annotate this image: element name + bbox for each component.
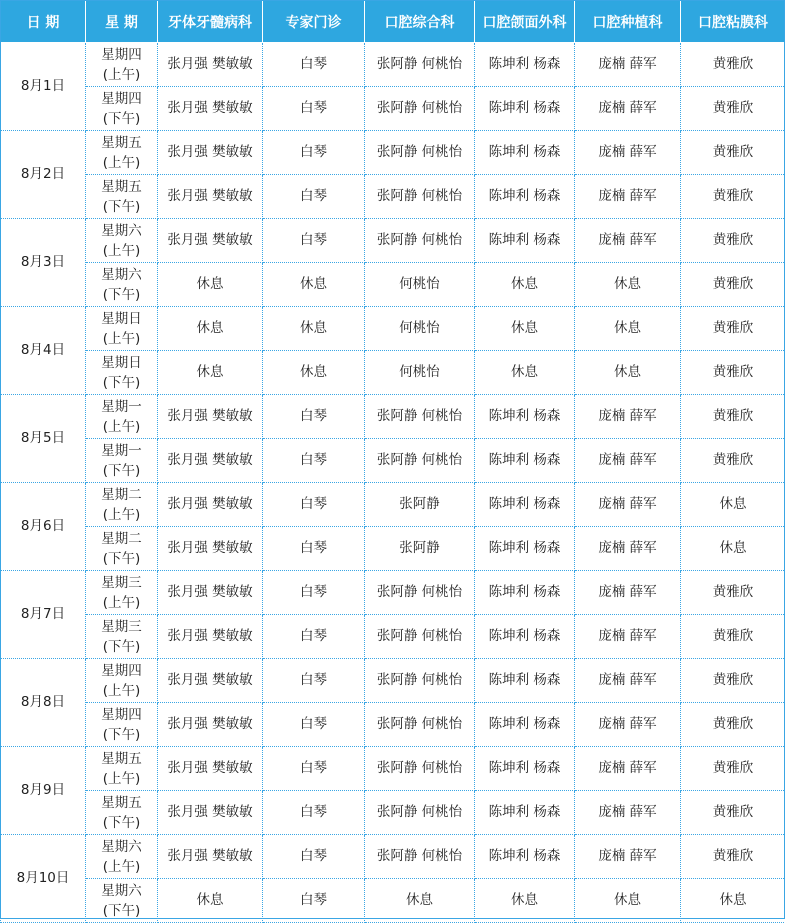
table-row xyxy=(1,395,785,439)
maxillofacial-surgery-cell: 陈坤利 杨森 xyxy=(475,659,575,703)
weekday-label: 星期二 xyxy=(86,529,157,549)
maxillofacial-surgery-cell: 休息 xyxy=(475,263,575,307)
endodontics-cell: 休息 xyxy=(158,263,263,307)
general-dentistry-cell: 张阿静 何桃怡 xyxy=(365,395,475,439)
oral-mucosa-cell: 黄雅欣 xyxy=(681,703,785,747)
table-row xyxy=(1,43,785,87)
general-dentistry-cell: 张阿静 何桃怡 xyxy=(365,747,475,791)
period-label: (下午) xyxy=(86,725,157,745)
header-date: 日 期 xyxy=(1,1,86,43)
weekday-cell xyxy=(86,527,158,571)
weekday-cell xyxy=(86,703,158,747)
maxillofacial-surgery-cell: 陈坤利 杨森 xyxy=(475,395,575,439)
maxillofacial-surgery-cell: 陈坤利 杨森 xyxy=(475,835,575,879)
table-row xyxy=(1,307,785,351)
implantology-cell: 休息 xyxy=(575,263,681,307)
period-label: (上午) xyxy=(86,241,157,261)
expert-clinic-cell: 休息 xyxy=(263,307,365,351)
maxillofacial-surgery-cell: 陈坤利 杨森 xyxy=(475,791,575,835)
weekday-cell xyxy=(86,43,158,87)
implantology-cell: 庞楠 薛军 xyxy=(575,571,681,615)
period-label: (上午) xyxy=(86,153,157,173)
header-implantology: 口腔种植科 xyxy=(575,1,681,43)
oral-mucosa-cell: 黄雅欣 xyxy=(681,615,785,659)
implantology-cell: 休息 xyxy=(575,351,681,395)
weekday-label: 星期五 xyxy=(86,793,157,813)
implantology-cell: 庞楠 薛军 xyxy=(575,175,681,219)
oral-mucosa-cell: 休息 xyxy=(681,527,785,571)
weekday-cell xyxy=(86,879,158,923)
endodontics-cell: 张月强 樊敏敏 xyxy=(158,747,263,791)
weekday-label: 星期六 xyxy=(86,837,157,857)
header-general-dentistry: 口腔综合科 xyxy=(365,1,475,43)
schedule-body xyxy=(1,43,785,923)
general-dentistry-cell: 张阿静 何桃怡 xyxy=(365,615,475,659)
date-cell: 8月9日 xyxy=(1,747,86,835)
header-endodontics: 牙体牙髓病科 xyxy=(158,1,263,43)
table-row xyxy=(1,791,785,835)
weekday-cell xyxy=(86,351,158,395)
weekday-cell xyxy=(86,835,158,879)
endodontics-cell: 张月强 樊敏敏 xyxy=(158,835,263,879)
expert-clinic-cell: 白琴 xyxy=(263,571,365,615)
weekday-label: 星期五 xyxy=(86,177,157,197)
period-label: (上午) xyxy=(86,769,157,789)
general-dentistry-cell: 张阿静 何桃怡 xyxy=(365,571,475,615)
expert-clinic-cell: 休息 xyxy=(263,351,365,395)
oral-mucosa-cell: 黄雅欣 xyxy=(681,263,785,307)
weekday-label: 星期四 xyxy=(86,661,157,681)
weekday-cell xyxy=(86,439,158,483)
weekday-cell xyxy=(86,175,158,219)
period-label: (下午) xyxy=(86,197,157,217)
table-row xyxy=(1,615,785,659)
endodontics-cell: 张月强 樊敏敏 xyxy=(158,571,263,615)
implantology-cell: 庞楠 薛军 xyxy=(575,43,681,87)
weekday-label: 星期三 xyxy=(86,617,157,637)
endodontics-cell: 张月强 樊敏敏 xyxy=(158,791,263,835)
general-dentistry-cell: 张阿静 何桃怡 xyxy=(365,439,475,483)
header-row xyxy=(1,1,785,43)
table-row xyxy=(1,527,785,571)
oral-mucosa-cell: 黄雅欣 xyxy=(681,87,785,131)
endodontics-cell: 张月强 樊敏敏 xyxy=(158,395,263,439)
endodontics-cell: 张月强 樊敏敏 xyxy=(158,175,263,219)
general-dentistry-cell: 张阿静 何桃怡 xyxy=(365,219,475,263)
date-cell: 8月1日 xyxy=(1,43,86,131)
weekday-cell xyxy=(86,571,158,615)
period-label: (下午) xyxy=(86,549,157,569)
expert-clinic-cell: 白琴 xyxy=(263,659,365,703)
oral-mucosa-cell: 黄雅欣 xyxy=(681,659,785,703)
expert-clinic-cell: 白琴 xyxy=(263,527,365,571)
period-label: (下午) xyxy=(86,901,157,921)
maxillofacial-surgery-cell: 陈坤利 杨森 xyxy=(475,703,575,747)
weekday-cell xyxy=(86,659,158,703)
expert-clinic-cell: 休息 xyxy=(263,263,365,307)
implantology-cell: 庞楠 薛军 xyxy=(575,483,681,527)
general-dentistry-cell: 张阿静 何桃怡 xyxy=(365,131,475,175)
implantology-cell: 庞楠 薛军 xyxy=(575,87,681,131)
general-dentistry-cell: 张阿静 何桃怡 xyxy=(365,791,475,835)
weekday-cell xyxy=(86,615,158,659)
period-label: (上午) xyxy=(86,417,157,437)
period-label: (下午) xyxy=(86,813,157,833)
table-row xyxy=(1,747,785,791)
weekday-cell xyxy=(86,483,158,527)
date-cell: 8月4日 xyxy=(1,307,86,395)
oral-mucosa-cell: 黄雅欣 xyxy=(681,791,785,835)
period-label: (上午) xyxy=(86,505,157,525)
maxillofacial-surgery-cell: 休息 xyxy=(475,351,575,395)
expert-clinic-cell: 白琴 xyxy=(263,131,365,175)
weekday-cell xyxy=(86,131,158,175)
endodontics-cell: 张月强 樊敏敏 xyxy=(158,131,263,175)
weekday-label: 星期六 xyxy=(86,881,157,901)
weekday-label: 星期六 xyxy=(86,265,157,285)
maxillofacial-surgery-cell: 休息 xyxy=(475,307,575,351)
maxillofacial-surgery-cell: 休息 xyxy=(475,879,575,923)
table-row xyxy=(1,263,785,307)
table-row xyxy=(1,659,785,703)
maxillofacial-surgery-cell: 陈坤利 杨森 xyxy=(475,175,575,219)
implantology-cell: 庞楠 薛军 xyxy=(575,439,681,483)
weekday-label: 星期四 xyxy=(86,45,157,65)
expert-clinic-cell: 白琴 xyxy=(263,835,365,879)
weekday-label: 星期四 xyxy=(86,705,157,725)
general-dentistry-cell: 张阿静 何桃怡 xyxy=(365,835,475,879)
oral-mucosa-cell: 休息 xyxy=(681,879,785,923)
endodontics-cell: 张月强 樊敏敏 xyxy=(158,703,263,747)
endodontics-cell: 休息 xyxy=(158,307,263,351)
weekday-label: 星期六 xyxy=(86,221,157,241)
table-row xyxy=(1,483,785,527)
oral-mucosa-cell: 黄雅欣 xyxy=(681,747,785,791)
general-dentistry-cell: 何桃怡 xyxy=(365,351,475,395)
expert-clinic-cell: 白琴 xyxy=(263,879,365,923)
maxillofacial-surgery-cell: 陈坤利 杨森 xyxy=(475,43,575,87)
expert-clinic-cell: 白琴 xyxy=(263,791,365,835)
weekday-label: 星期五 xyxy=(86,749,157,769)
endodontics-cell: 张月强 樊敏敏 xyxy=(158,527,263,571)
weekday-label: 星期一 xyxy=(86,441,157,461)
period-label: (上午) xyxy=(86,593,157,613)
period-label: (下午) xyxy=(86,373,157,393)
general-dentistry-cell: 休息 xyxy=(365,879,475,923)
maxillofacial-surgery-cell: 陈坤利 杨森 xyxy=(475,87,575,131)
date-cell: 8月6日 xyxy=(1,483,86,571)
expert-clinic-cell: 白琴 xyxy=(263,703,365,747)
date-cell: 8月3日 xyxy=(1,219,86,307)
weekday-label: 星期五 xyxy=(86,133,157,153)
table-row xyxy=(1,703,785,747)
implantology-cell: 庞楠 薛军 xyxy=(575,659,681,703)
table-row xyxy=(1,131,785,175)
table-row xyxy=(1,87,785,131)
weekday-cell xyxy=(86,263,158,307)
oral-mucosa-cell: 黄雅欣 xyxy=(681,43,785,87)
expert-clinic-cell: 白琴 xyxy=(263,219,365,263)
maxillofacial-surgery-cell: 陈坤利 杨森 xyxy=(475,527,575,571)
weekday-cell xyxy=(86,791,158,835)
period-label: (上午) xyxy=(86,681,157,701)
implantology-cell: 庞楠 薛军 xyxy=(575,615,681,659)
endodontics-cell: 休息 xyxy=(158,879,263,923)
expert-clinic-cell: 白琴 xyxy=(263,483,365,527)
date-cell: 8月7日 xyxy=(1,571,86,659)
period-label: (下午) xyxy=(86,109,157,129)
general-dentistry-cell: 何桃怡 xyxy=(365,263,475,307)
implantology-cell: 庞楠 薛军 xyxy=(575,131,681,175)
oral-mucosa-cell: 黄雅欣 xyxy=(681,351,785,395)
oral-mucosa-cell: 黄雅欣 xyxy=(681,835,785,879)
date-cell: 8月10日 xyxy=(1,835,86,923)
period-label: (上午) xyxy=(86,65,157,85)
oral-mucosa-cell: 黄雅欣 xyxy=(681,395,785,439)
implantology-cell: 庞楠 薛军 xyxy=(575,703,681,747)
table-row xyxy=(1,571,785,615)
expert-clinic-cell: 白琴 xyxy=(263,615,365,659)
period-label: (上午) xyxy=(86,857,157,877)
maxillofacial-surgery-cell: 陈坤利 杨森 xyxy=(475,747,575,791)
oral-mucosa-cell: 黄雅欣 xyxy=(681,131,785,175)
weekday-label: 星期三 xyxy=(86,573,157,593)
endodontics-cell: 张月强 樊敏敏 xyxy=(158,659,263,703)
endodontics-cell: 休息 xyxy=(158,351,263,395)
weekday-cell xyxy=(86,307,158,351)
endodontics-cell: 张月强 樊敏敏 xyxy=(158,87,263,131)
date-cell: 8月2日 xyxy=(1,131,86,219)
implantology-cell: 庞楠 薛军 xyxy=(575,835,681,879)
header-oral-mucosa: 口腔粘膜科 xyxy=(681,1,785,43)
header-expert-clinic: 专家门诊 xyxy=(263,1,365,43)
table-row xyxy=(1,835,785,879)
maxillofacial-surgery-cell: 陈坤利 杨森 xyxy=(475,439,575,483)
weekday-cell xyxy=(86,219,158,263)
oral-mucosa-cell: 黄雅欣 xyxy=(681,175,785,219)
header-weekday: 星 期 xyxy=(86,1,158,43)
period-label: (下午) xyxy=(86,285,157,305)
implantology-cell: 休息 xyxy=(575,879,681,923)
implantology-cell: 庞楠 薛军 xyxy=(575,527,681,571)
weekday-label: 星期一 xyxy=(86,397,157,417)
maxillofacial-surgery-cell: 陈坤利 杨森 xyxy=(475,219,575,263)
implantology-cell: 庞楠 薛军 xyxy=(575,747,681,791)
expert-clinic-cell: 白琴 xyxy=(263,395,365,439)
weekday-cell xyxy=(86,747,158,791)
weekday-label: 星期四 xyxy=(86,89,157,109)
maxillofacial-surgery-cell: 陈坤利 杨森 xyxy=(475,615,575,659)
weekday-cell xyxy=(86,87,158,131)
general-dentistry-cell: 张阿静 何桃怡 xyxy=(365,87,475,131)
period-label: (下午) xyxy=(86,461,157,481)
table-row xyxy=(1,351,785,395)
oral-mucosa-cell: 黄雅欣 xyxy=(681,571,785,615)
oral-mucosa-cell: 黄雅欣 xyxy=(681,439,785,483)
expert-clinic-cell: 白琴 xyxy=(263,439,365,483)
header-oral-maxillofacial-surgery: 口腔颌面外科 xyxy=(475,1,575,43)
general-dentistry-cell: 张阿静 何桃怡 xyxy=(365,703,475,747)
table-row xyxy=(1,175,785,219)
period-label: (上午) xyxy=(86,329,157,349)
implantology-cell: 休息 xyxy=(575,307,681,351)
period-label: (下午) xyxy=(86,637,157,657)
weekday-label: 星期二 xyxy=(86,485,157,505)
table-row xyxy=(1,219,785,263)
general-dentistry-cell: 张阿静 何桃怡 xyxy=(365,659,475,703)
oral-mucosa-cell: 休息 xyxy=(681,483,785,527)
expert-clinic-cell: 白琴 xyxy=(263,747,365,791)
implantology-cell: 庞楠 薛军 xyxy=(575,791,681,835)
general-dentistry-cell: 何桃怡 xyxy=(365,307,475,351)
weekday-cell xyxy=(86,395,158,439)
expert-clinic-cell: 白琴 xyxy=(263,175,365,219)
oral-mucosa-cell: 黄雅欣 xyxy=(681,307,785,351)
general-dentistry-cell: 张阿静 xyxy=(365,527,475,571)
expert-clinic-cell: 白琴 xyxy=(263,43,365,87)
endodontics-cell: 张月强 樊敏敏 xyxy=(158,219,263,263)
weekday-label: 星期日 xyxy=(86,353,157,373)
general-dentistry-cell: 张阿静 何桃怡 xyxy=(365,43,475,87)
endodontics-cell: 张月强 樊敏敏 xyxy=(158,483,263,527)
weekday-label: 星期日 xyxy=(86,309,157,329)
general-dentistry-cell: 张阿静 何桃怡 xyxy=(365,175,475,219)
table-row xyxy=(1,879,785,923)
expert-clinic-cell: 白琴 xyxy=(263,87,365,131)
maxillofacial-surgery-cell: 陈坤利 杨森 xyxy=(475,571,575,615)
maxillofacial-surgery-cell: 陈坤利 杨森 xyxy=(475,483,575,527)
endodontics-cell: 张月强 樊敏敏 xyxy=(158,615,263,659)
implantology-cell: 庞楠 薛军 xyxy=(575,395,681,439)
table-row xyxy=(1,439,785,483)
implantology-cell: 庞楠 薛军 xyxy=(575,219,681,263)
endodontics-cell: 张月强 樊敏敏 xyxy=(158,439,263,483)
endodontics-cell: 张月强 樊敏敏 xyxy=(158,43,263,87)
date-cell: 8月5日 xyxy=(1,395,86,483)
date-cell: 8月8日 xyxy=(1,659,86,747)
maxillofacial-surgery-cell: 陈坤利 杨森 xyxy=(475,131,575,175)
oral-mucosa-cell: 黄雅欣 xyxy=(681,219,785,263)
general-dentistry-cell: 张阿静 xyxy=(365,483,475,527)
